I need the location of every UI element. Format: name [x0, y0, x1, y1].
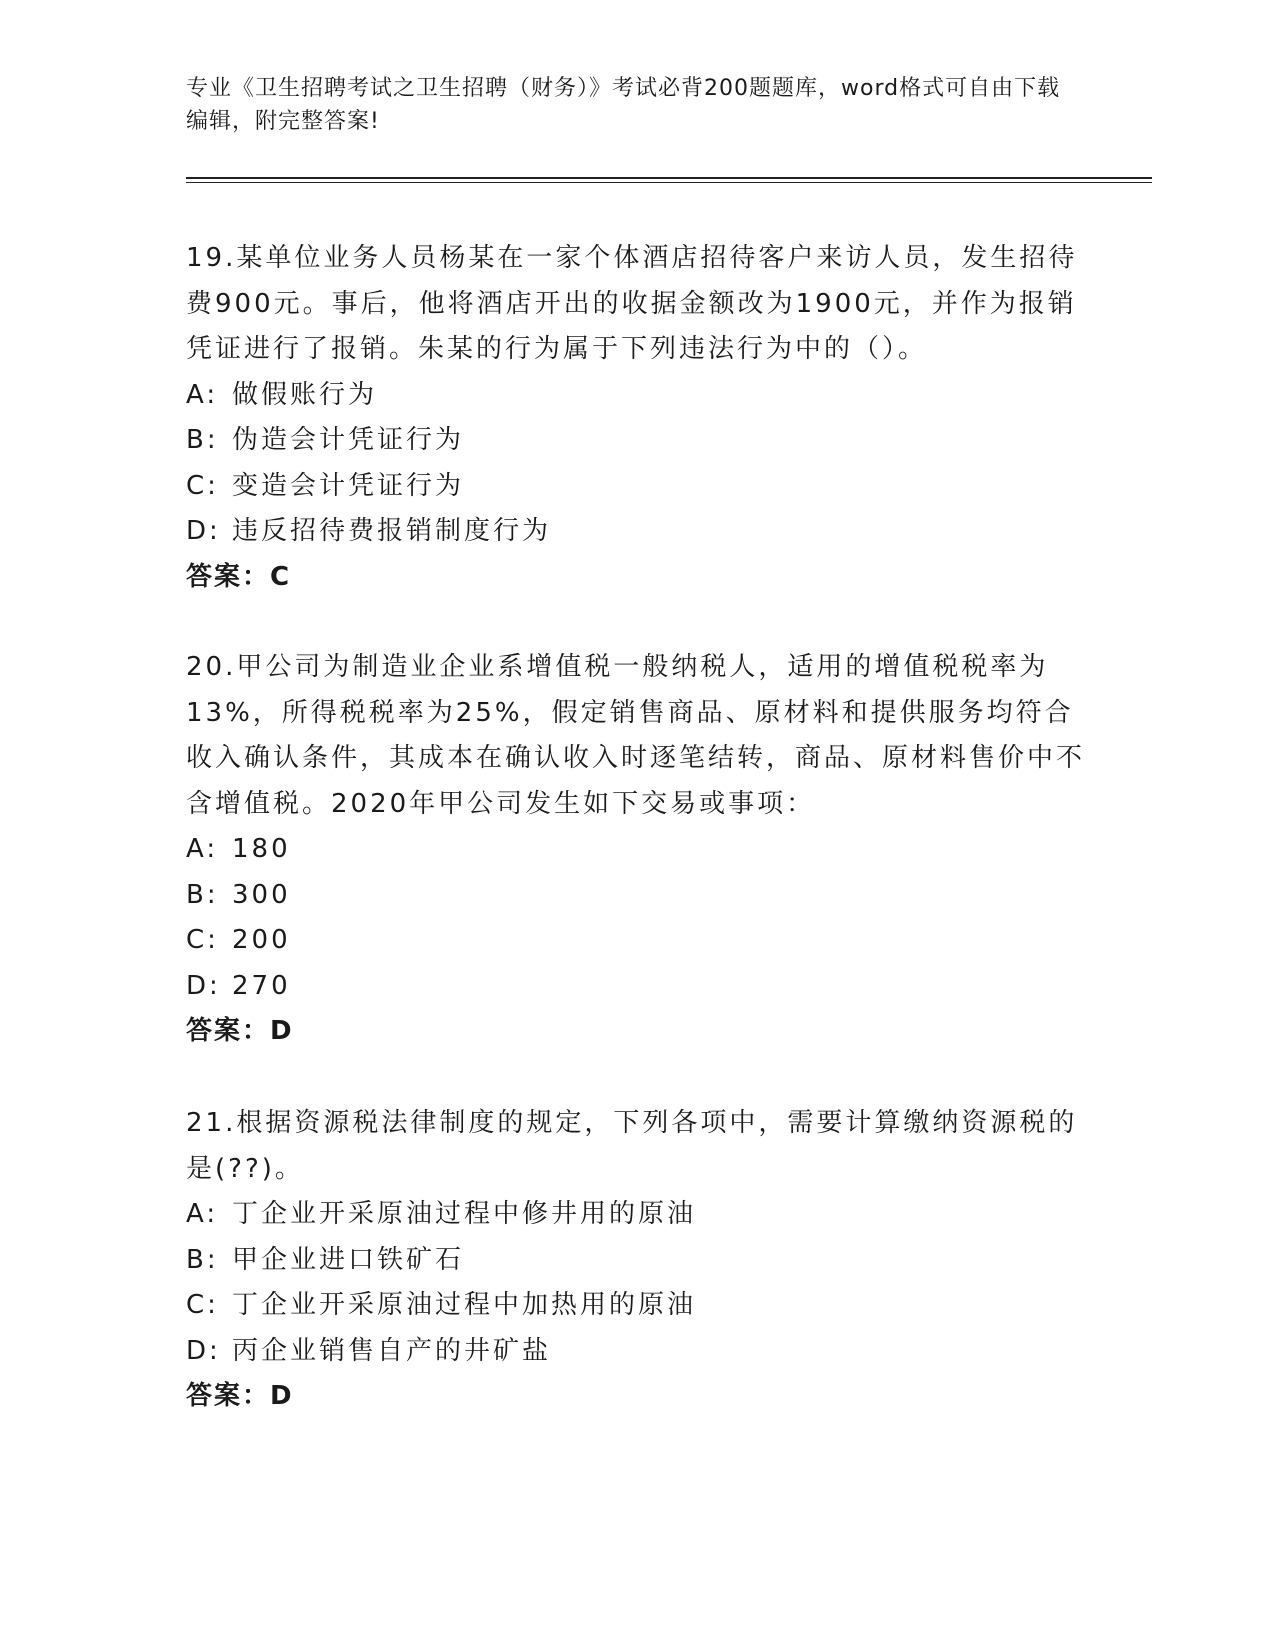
- option-c: [186, 1283, 1086, 1329]
- question-19: [186, 236, 1086, 600]
- option-key: D:: [186, 516, 221, 546]
- option-text: 丙企业销售自产的井矿盐: [232, 1335, 552, 1366]
- option-key: B:: [186, 425, 219, 455]
- question-21: [186, 1101, 1086, 1420]
- option-key: A:: [186, 1199, 219, 1229]
- option-text: 200: [232, 925, 291, 955]
- option-c: [186, 464, 1086, 510]
- option-a: [186, 1192, 1086, 1238]
- answer-line: 答案：C: [186, 561, 292, 592]
- question-stem: 19.某单位业务人员杨某在一家个体酒店招待客户来访人员，发生招待费900元。事后，他将酒店开出的收据金额改为1900元，并作为报销凭证进行了报销。朱某的行为属于下列违法行为中的（）。: [186, 243, 1078, 364]
- option-key: D:: [186, 970, 221, 1001]
- option-key: C:: [186, 470, 219, 501]
- option-text: 180: [232, 834, 291, 864]
- option-text: 违反招待费报销制度行为: [232, 516, 552, 546]
- option-key: A:: [186, 379, 219, 410]
- option-key: A:: [186, 834, 219, 864]
- question-stem: 20.甲公司为制造业企业系增值税一般纳税人，适用的增值税税率为13%，所得税税率为25%，假定销售商品、原材料和提供服务均符合收入确认条件，其成本在确认收入时逐笔结转，商品、原材料售价中不含增值税。2020年甲公司发生如下交易或事项：: [186, 652, 1086, 819]
- question-stem: 21.根据资源税法律制度的规定，下列各项中，需要计算缴纳资源税的是(??)。: [186, 1108, 1078, 1184]
- option-text: 丁企业开采原油过程中修井用的原油: [232, 1199, 697, 1229]
- header-divider-thin: [186, 182, 1152, 183]
- option-b: [186, 873, 1086, 919]
- option-text: 甲企业进口铁矿石: [232, 1244, 465, 1275]
- option-d: [186, 1329, 1086, 1375]
- option-key: D:: [186, 1335, 221, 1366]
- option-d: [186, 964, 1086, 1010]
- option-text: 伪造会计凭证行为: [232, 425, 465, 455]
- option-b: [186, 418, 1086, 464]
- document-header: [186, 72, 1066, 138]
- option-key: B:: [186, 879, 219, 910]
- option-text: 变造会计凭证行为: [232, 470, 465, 501]
- option-a: [186, 373, 1086, 419]
- option-b: [186, 1238, 1086, 1284]
- option-text: 做假账行为: [232, 379, 378, 410]
- header-divider-thick: [186, 177, 1152, 179]
- option-key: C:: [186, 925, 219, 955]
- option-key: B:: [186, 1244, 219, 1275]
- option-text: 300: [232, 879, 291, 910]
- option-text: 丁企业开采原油过程中加热用的原油: [232, 1290, 697, 1320]
- option-c: [186, 918, 1086, 964]
- question-20: [186, 645, 1086, 1055]
- option-key: C:: [186, 1290, 219, 1320]
- answer-line: 答案：D: [186, 1016, 294, 1046]
- answer-line: 答案：D: [186, 1381, 294, 1411]
- option-text: 270: [232, 970, 291, 1001]
- header-intro-text: 专业《卫生招聘考试之卫生招聘（财务）》考试必背200题题库，word格式可自由下载编辑，附完整答案!: [186, 76, 1061, 134]
- option-a: [186, 827, 1086, 873]
- option-d: [186, 509, 1086, 555]
